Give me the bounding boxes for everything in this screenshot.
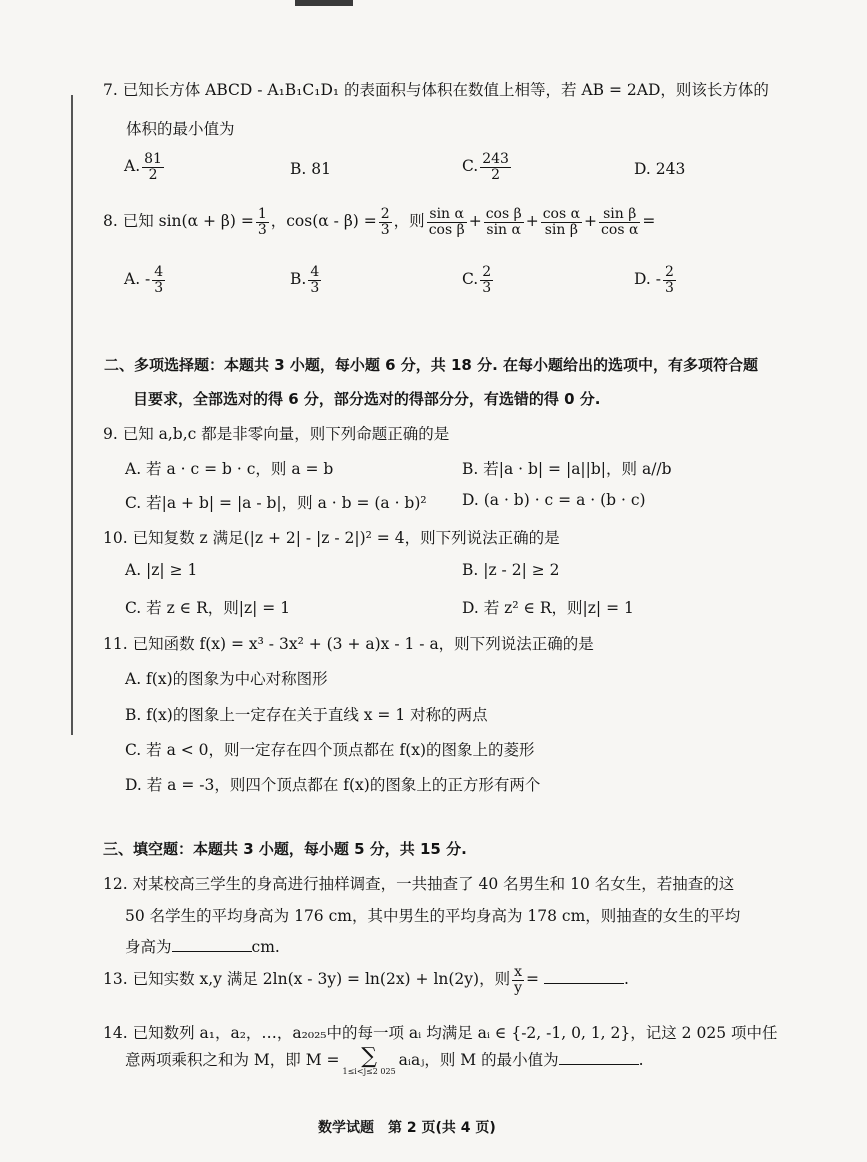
numerator: x	[512, 965, 524, 981]
fraction	[480, 265, 493, 295]
fraction	[379, 207, 392, 237]
margin-line	[71, 95, 73, 735]
denominator: 3	[482, 279, 492, 296]
q8-stem	[103, 207, 655, 237]
q7-option-a	[124, 152, 166, 182]
denominator: 3	[310, 279, 320, 296]
numerator: 2	[482, 264, 492, 280]
numerator: 2	[664, 264, 674, 280]
denominator: 2	[148, 166, 158, 183]
q7-option-d: D. 243	[634, 160, 686, 178]
option-label: C.	[462, 157, 479, 176]
q11-option-c: C. 若 a < 0，则一定存在四个顶点都在 f(x)的图象上的菱形	[125, 741, 535, 759]
denominator: 2	[491, 166, 501, 183]
denominator: cos β	[428, 221, 465, 238]
denominator: cos α	[601, 221, 639, 238]
q11-option-b: B. f(x)的图象上一定存在关于直线 x = 1 对称的两点	[125, 706, 488, 724]
numerator: 243	[482, 151, 509, 167]
fraction	[256, 207, 269, 237]
q14-line2	[125, 1046, 644, 1076]
q8-then: ，则	[393, 212, 425, 231]
equals-sign: =	[642, 212, 656, 231]
answer-blank[interactable]	[544, 969, 624, 984]
fraction	[142, 152, 164, 182]
fraction	[480, 152, 511, 182]
summation	[343, 1046, 396, 1076]
numerator: 4	[310, 264, 320, 280]
numerator: 81	[144, 151, 162, 167]
q9-option-b: B. 若|a · b| = |a||b|，则 a//b	[462, 460, 672, 478]
q10-option-c: C. 若 z ∈ R，则|z| = 1	[125, 599, 291, 617]
option-label: C.	[462, 270, 479, 289]
q9-option-a: A. 若 a · c = b · c，则 a = b	[125, 460, 334, 478]
numerator: cos β	[485, 206, 522, 222]
q13-pre: 13. 已知实数 x,y 满足 2ln(x - 3y) = ln(2x) + ln(2y)，则	[103, 970, 511, 989]
fraction	[308, 265, 321, 295]
q8-pre: 8. 已知 sin(α + β) =	[103, 212, 254, 231]
q7-option-c	[462, 152, 513, 182]
plus-sign: +	[584, 212, 598, 231]
q8-option-c	[462, 265, 495, 295]
fraction	[663, 265, 676, 295]
numerator: 4	[154, 264, 164, 280]
q12-line3-pre: 身高为	[125, 938, 172, 956]
denominator: 3	[154, 279, 164, 296]
q14-line2-post: aᵢaⱼ，则 M 的最小值为	[398, 1051, 559, 1069]
numerator: 2	[380, 206, 390, 222]
q8-mid: ，cos(α - β) =	[270, 212, 377, 231]
q12-line1: 12. 对某校高三学生的身高进行抽样调查，一共抽查了 40 名男生和 10 名女生，若抽查的这	[103, 875, 735, 893]
option-label: A. -	[124, 270, 151, 289]
fraction	[541, 207, 582, 237]
q14-line1: 14. 已知数列 a₁，a₂，…，a₂₀₂₅中的每一项 aᵢ 均满足 aᵢ ∈ {-2, -1, 0, 1, 2}，记这 2 025 项中任	[103, 1024, 778, 1042]
denominator: 3	[664, 279, 674, 296]
fraction	[484, 207, 524, 237]
q8-option-a	[124, 265, 167, 295]
q7-stem-line1: 7. 已知长方体 ABCD - A₁B₁C₁D₁ 的表面积与体积在数值上相等，若 AB = 2AD，则该长方体的	[103, 81, 769, 99]
section3-heading: 三、填空题：本题共 3 小题，每小题 5 分，共 15 分.	[103, 840, 467, 858]
numerator: sin α	[427, 207, 467, 223]
q10-option-a: A. |z| ≥ 1	[125, 561, 198, 579]
q11-option-a: A. f(x)的图象为中心对称图形	[125, 670, 328, 688]
q9-stem: 9. 已知 a,b,c 都是非零向量，则下列命题正确的是	[103, 425, 450, 443]
numerator: 1	[257, 206, 267, 222]
q7-option-b: B. 81	[290, 160, 331, 178]
plus-sign: +	[525, 212, 539, 231]
q10-option-b: B. |z - 2| ≥ 2	[462, 561, 560, 579]
plus-sign: +	[468, 212, 482, 231]
q12-line2: 50 名学生的平均身高为 176 cm，其中男生的平均身高为 178 cm，则抽查的女生的平均	[125, 907, 741, 925]
denominator: y	[514, 979, 523, 996]
q9-option-d: D. (a · b) · c = a · (b · c)	[462, 491, 646, 509]
q13-stem	[103, 965, 629, 995]
sum-symbol: ∑	[361, 1044, 377, 1069]
option-label: B.	[290, 270, 307, 289]
page-footer: 数学试题 第 2 页(共 4 页)	[318, 1120, 496, 1136]
fraction	[152, 265, 165, 295]
denominator: 3	[257, 221, 267, 238]
numerator: sin β	[599, 207, 640, 223]
q11-stem: 11. 已知函数 f(x) = x³ - 3x² + (3 + a)x - 1 - a，则下列说法正确的是	[103, 635, 594, 653]
sum-limits: 1≤i<j≤2 025	[342, 1067, 396, 1076]
q12-line3-unit: cm.	[251, 938, 280, 956]
denominator: 3	[380, 221, 390, 238]
section2-heading-line2: 目要求，全部选对的得 6 分，部分选对的得部分分，有选错的得 0 分.	[133, 390, 601, 408]
denominator: sin α	[486, 221, 521, 238]
q10-stem: 10. 已知复数 z 满足(|z + 2| - |z - 2|)² = 4，则下列说法正确的是	[103, 529, 560, 547]
answer-blank[interactable]	[559, 1050, 639, 1065]
q7-stem-line2: 体积的最小值为	[126, 120, 235, 138]
q8-option-b	[290, 265, 323, 295]
period: .	[623, 970, 629, 989]
fraction	[427, 207, 467, 237]
q9-option-c: C. 若|a + b| = |a - b|，则 a · b = (a · b)²	[125, 494, 427, 512]
numerator: cos α	[542, 206, 581, 222]
option-label: A.	[124, 157, 141, 176]
scan-artifact	[295, 0, 353, 6]
option-label: D. -	[634, 270, 661, 289]
q12-line3	[125, 935, 280, 957]
answer-blank[interactable]	[172, 937, 252, 952]
section2-heading-line1: 二、多项选择题：本题共 3 小题，每小题 6 分，共 18 分. 在每小题给出的选项中，有多项符合题	[104, 356, 759, 374]
equals-sign: =	[526, 970, 540, 989]
denominator: sin β	[544, 221, 578, 238]
period: .	[638, 1051, 644, 1069]
q10-option-d: D. 若 z² ∈ R，则|z| = 1	[462, 599, 634, 617]
q11-option-d: D. 若 a = -3，则四个顶点都在 f(x)的图象上的正方形有两个	[125, 776, 541, 794]
fraction	[599, 207, 640, 237]
q8-option-d	[634, 265, 678, 295]
fraction	[512, 965, 524, 995]
q14-line2-pre: 意两项乘积之和为 M，即 M =	[125, 1051, 340, 1069]
